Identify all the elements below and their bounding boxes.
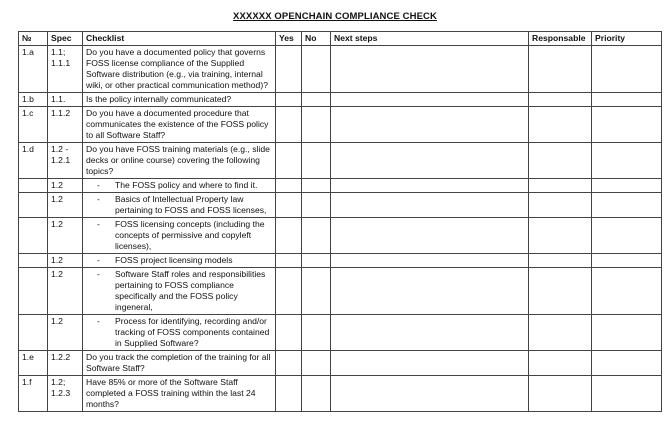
row-spec: 1.2 (48, 268, 83, 315)
yes-cell (276, 254, 302, 268)
bullet-dash: - (97, 316, 100, 326)
header-yes: Yes (276, 32, 302, 46)
bullet-dash: - (97, 219, 100, 229)
header-spec: Spec (48, 32, 83, 46)
table-header-row (19, 32, 662, 46)
table-row (19, 351, 662, 376)
checklist-subitem (97, 194, 272, 216)
next-steps-cell (331, 218, 529, 254)
row-number: 1.d (19, 143, 48, 179)
no-cell (302, 107, 331, 143)
row-number: 1.c (19, 107, 48, 143)
row-checklist: Do you have FOSS training materials (e.g., slide decks or online course) covering the following topics? (83, 143, 276, 179)
row-checklist (83, 218, 276, 254)
yes-cell (276, 376, 302, 412)
checklist-text: Process for identifying, recording and/or tracking of FOSS components contained in Supplied Software? (115, 316, 270, 348)
table-row (19, 46, 662, 93)
header-number: № (19, 32, 48, 46)
priority-cell (592, 315, 662, 351)
priority-cell (592, 143, 662, 179)
row-number: 1.f (19, 376, 48, 412)
yes-cell (276, 315, 302, 351)
row-checklist (83, 268, 276, 315)
checklist-subitem (97, 219, 272, 252)
table-row (19, 179, 662, 193)
row-checklist: Do you have a documented procedure that communicates the existence of the FOSS policy to all Software Staff? (83, 107, 276, 143)
next-steps-cell (331, 193, 529, 218)
yes-cell (276, 351, 302, 376)
priority-cell (592, 218, 662, 254)
responsible-cell (529, 143, 592, 179)
checklist-text: FOSS licensing concepts (including the concepts of permissive and copyleft licenses), (115, 219, 265, 251)
row-spec: 1.1. (48, 93, 83, 107)
next-steps-cell (331, 268, 529, 315)
header-no: No (302, 32, 331, 46)
no-cell (302, 315, 331, 351)
header-responsible: Responsable (529, 32, 592, 46)
header-priority: Priority (592, 32, 662, 46)
responsible-cell (529, 46, 592, 93)
no-cell (302, 376, 331, 412)
row-number (19, 193, 48, 218)
priority-cell (592, 268, 662, 315)
row-checklist: Is the policy internally communicated? (83, 93, 276, 107)
priority-cell (592, 93, 662, 107)
row-checklist: Do you have a documented policy that governs FOSS license compliance of the Supplied Software distribution (e.g., via training, internal wiki, or other practical communication method)? (83, 46, 276, 93)
bullet-dash: - (97, 255, 100, 265)
checklist-text: The FOSS policy and where to find it. (115, 180, 258, 190)
responsible-cell (529, 315, 592, 351)
responsible-cell (529, 351, 592, 376)
yes-cell (276, 179, 302, 193)
row-checklist (83, 315, 276, 351)
row-spec: 1.2 - 1.2.1 (48, 143, 83, 179)
priority-cell (592, 107, 662, 143)
checklist-subitem (97, 255, 272, 266)
next-steps-cell (331, 93, 529, 107)
responsible-cell (529, 93, 592, 107)
next-steps-cell (331, 46, 529, 93)
table-row (19, 107, 662, 143)
table-row (19, 315, 662, 351)
responsible-cell (529, 254, 592, 268)
row-number (19, 254, 48, 268)
priority-cell (592, 376, 662, 412)
row-number (19, 179, 48, 193)
yes-cell (276, 218, 302, 254)
no-cell (302, 46, 331, 93)
row-checklist: Do you track the completion of the training for all Software Staff? (83, 351, 276, 376)
table-row (19, 93, 662, 107)
responsible-cell (529, 376, 592, 412)
responsible-cell (529, 218, 592, 254)
next-steps-cell (331, 315, 529, 351)
row-number (19, 268, 48, 315)
table-row (19, 193, 662, 218)
yes-cell (276, 268, 302, 315)
table-row (19, 218, 662, 254)
no-cell (302, 93, 331, 107)
no-cell (302, 193, 331, 218)
row-spec: 1.2 (48, 254, 83, 268)
checklist-text: Software Staff roles and responsibilities pertaining to FOSS compliance specifically and the FOSS policy ingeneral, (115, 269, 266, 312)
row-spec: 1.2; 1.2.3 (48, 376, 83, 412)
bullet-dash: - (97, 194, 100, 204)
row-number: 1.a (19, 46, 48, 93)
next-steps-cell (331, 179, 529, 193)
row-number: 1.e (19, 351, 48, 376)
checklist-text: Basics of Intellectual Property law pertaining to FOSS and FOSS licenses, (115, 194, 267, 215)
next-steps-cell (331, 351, 529, 376)
responsible-cell (529, 193, 592, 218)
row-number (19, 315, 48, 351)
row-number (19, 218, 48, 254)
compliance-checklist-table (18, 31, 662, 412)
row-checklist: Have 85% or more of the Software Staff completed a FOSS training within the last 24 months? (83, 376, 276, 412)
checklist-text: FOSS project licensing models (115, 255, 233, 265)
checklist-subitem (97, 316, 272, 349)
header-checklist: Checklist (83, 32, 276, 46)
bullet-dash: - (97, 180, 100, 190)
row-spec: 1.2 (48, 193, 83, 218)
priority-cell (592, 193, 662, 218)
no-cell (302, 351, 331, 376)
bullet-dash: - (97, 269, 100, 279)
document-title: XXXXXX OPENCHAIN COMPLIANCE CHECK (233, 11, 437, 22)
next-steps-cell (331, 376, 529, 412)
table-row (19, 268, 662, 315)
checklist-subitem (97, 180, 272, 191)
row-spec: 1.2 (48, 218, 83, 254)
row-checklist (83, 254, 276, 268)
header-next-steps: Next steps (331, 32, 529, 46)
yes-cell (276, 93, 302, 107)
next-steps-cell (331, 143, 529, 179)
row-checklist (83, 193, 276, 218)
no-cell (302, 143, 331, 179)
yes-cell (276, 46, 302, 93)
responsible-cell (529, 268, 592, 315)
row-spec: 1.2 (48, 179, 83, 193)
row-number: 1.b (19, 93, 48, 107)
row-checklist (83, 179, 276, 193)
priority-cell (592, 351, 662, 376)
table-row (19, 254, 662, 268)
checklist-subitem (97, 269, 272, 313)
priority-cell (592, 46, 662, 93)
priority-cell (592, 254, 662, 268)
priority-cell (592, 179, 662, 193)
table-body (19, 46, 662, 412)
row-spec: 1.1.2 (48, 107, 83, 143)
table-row (19, 143, 662, 179)
yes-cell (276, 193, 302, 218)
next-steps-cell (331, 107, 529, 143)
no-cell (302, 268, 331, 315)
row-spec: 1.2 (48, 315, 83, 351)
no-cell (302, 179, 331, 193)
yes-cell (276, 143, 302, 179)
responsible-cell (529, 179, 592, 193)
yes-cell (276, 107, 302, 143)
next-steps-cell (331, 254, 529, 268)
no-cell (302, 254, 331, 268)
table-row (19, 376, 662, 412)
row-spec: 1.1; 1.1.1 (48, 46, 83, 93)
no-cell (302, 218, 331, 254)
responsible-cell (529, 107, 592, 143)
row-spec: 1.2.2 (48, 351, 83, 376)
